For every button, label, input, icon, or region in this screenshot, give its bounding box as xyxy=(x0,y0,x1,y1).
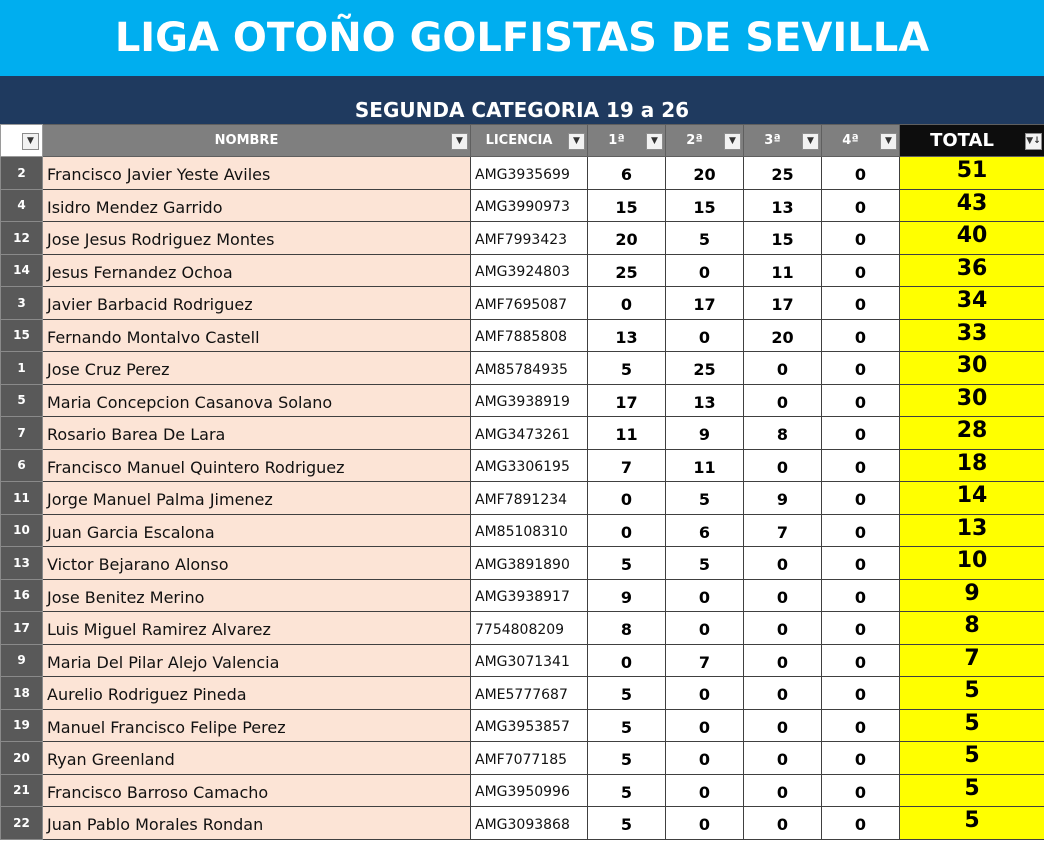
round-2-points[interactable]: 9 xyxy=(666,417,744,450)
row-index[interactable]: 11 xyxy=(1,482,43,515)
player-name[interactable]: Rosario Barea De Lara xyxy=(43,417,471,450)
player-name[interactable]: Jorge Manuel Palma Jimenez xyxy=(43,482,471,515)
row-index[interactable]: 17 xyxy=(1,612,43,645)
player-license[interactable]: 7754808209 xyxy=(471,612,588,645)
round-3-points[interactable]: 0 xyxy=(744,579,822,612)
table-row xyxy=(1,514,1044,547)
header-round-3 xyxy=(744,125,822,157)
round-3-points[interactable]: 0 xyxy=(744,547,822,580)
header-round-1-label: 1ª xyxy=(608,133,625,148)
row-index[interactable]: 10 xyxy=(1,514,43,547)
player-name[interactable]: Isidro Mendez Garrido xyxy=(43,189,471,222)
total-points[interactable]: 5 xyxy=(900,774,1044,807)
round-2-points[interactable]: 0 xyxy=(666,709,744,742)
standings-table xyxy=(0,124,1044,840)
row-index[interactable]: 19 xyxy=(1,709,43,742)
player-license[interactable]: AMG3938919 xyxy=(471,384,588,417)
player-license[interactable]: AMG3938917 xyxy=(471,579,588,612)
row-index[interactable]: 1 xyxy=(1,352,43,385)
total-points[interactable]: 10 xyxy=(900,547,1044,580)
round-4-points[interactable]: 0 xyxy=(822,157,900,190)
header-nombre-label: NOMBRE xyxy=(214,133,279,148)
row-index[interactable]: 16 xyxy=(1,579,43,612)
player-name[interactable]: Francisco Barroso Camacho xyxy=(43,774,471,807)
row-index[interactable]: 4 xyxy=(1,189,43,222)
round-4-points[interactable]: 0 xyxy=(822,482,900,515)
player-name[interactable]: Victor Bejarano Alonso xyxy=(43,547,471,580)
round-3-points[interactable]: 25 xyxy=(744,157,822,190)
round-1-points[interactable]: 6 xyxy=(588,157,666,190)
round-2-points[interactable]: 0 xyxy=(666,579,744,612)
row-index[interactable]: 6 xyxy=(1,449,43,482)
total-points[interactable]: 5 xyxy=(900,807,1044,840)
player-license[interactable]: AM85108310 xyxy=(471,514,588,547)
header-total-label: TOTAL xyxy=(930,130,994,151)
round-4-points[interactable]: 0 xyxy=(822,189,900,222)
round-2-points[interactable]: 5 xyxy=(666,222,744,255)
table-row xyxy=(1,449,1044,482)
row-index[interactable]: 20 xyxy=(1,742,43,775)
round-2-points[interactable]: 13 xyxy=(666,384,744,417)
round-4-points[interactable]: 0 xyxy=(822,644,900,677)
row-index[interactable]: 18 xyxy=(1,677,43,710)
row-index[interactable]: 3 xyxy=(1,287,43,320)
round-4-points[interactable]: 0 xyxy=(822,807,900,840)
round-4-points[interactable]: 0 xyxy=(822,579,900,612)
round-3-points[interactable]: 13 xyxy=(744,189,822,222)
round-1-points[interactable]: 5 xyxy=(588,352,666,385)
round-1-points[interactable]: 0 xyxy=(588,287,666,320)
round-1-points[interactable]: 5 xyxy=(588,677,666,710)
row-index[interactable]: 22 xyxy=(1,807,43,840)
round-2-points[interactable]: 0 xyxy=(666,254,744,287)
player-license[interactable]: AM85784935 xyxy=(471,352,588,385)
player-license[interactable]: AMG3473261 xyxy=(471,417,588,450)
total-points[interactable]: 43 xyxy=(900,189,1044,222)
round-4-points[interactable]: 0 xyxy=(822,287,900,320)
round-2-points[interactable]: 0 xyxy=(666,742,744,775)
header-row xyxy=(1,125,1044,157)
round-3-points[interactable]: 0 xyxy=(744,742,822,775)
player-license[interactable]: AMG3306195 xyxy=(471,449,588,482)
player-name[interactable]: Maria Del Pilar Alejo Valencia xyxy=(43,644,471,677)
player-license[interactable]: AMG3953857 xyxy=(471,709,588,742)
round-3-points[interactable]: 20 xyxy=(744,319,822,352)
row-index[interactable]: 21 xyxy=(1,774,43,807)
total-points[interactable]: 5 xyxy=(900,677,1044,710)
player-license[interactable]: AMG3891890 xyxy=(471,547,588,580)
page-title: LIGA OTOÑO GOLFISTAS DE SEVILLA xyxy=(0,0,1044,76)
player-name[interactable]: Juan Pablo Morales Rondan xyxy=(43,807,471,840)
player-name[interactable]: Francisco Manuel Quintero Rodriguez xyxy=(43,449,471,482)
round-3-points[interactable]: 0 xyxy=(744,644,822,677)
table-row xyxy=(1,709,1044,742)
row-index[interactable]: 7 xyxy=(1,417,43,450)
round-2-points[interactable]: 0 xyxy=(666,774,744,807)
round-4-points[interactable]: 0 xyxy=(822,547,900,580)
header-index xyxy=(1,125,43,157)
round-3-points[interactable]: 0 xyxy=(744,352,822,385)
round-1-points[interactable]: 5 xyxy=(588,547,666,580)
round-4-points[interactable]: 0 xyxy=(822,384,900,417)
table-row xyxy=(1,384,1044,417)
dropdown-arrow-icon[interactable]: ▼ xyxy=(646,133,663,150)
player-name[interactable]: Javier Barbacid Rodriguez xyxy=(43,287,471,320)
round-2-points[interactable]: 15 xyxy=(666,189,744,222)
round-1-points[interactable]: 5 xyxy=(588,774,666,807)
player-license[interactable]: AMG3935699 xyxy=(471,157,588,190)
round-4-points[interactable]: 0 xyxy=(822,319,900,352)
round-3-points[interactable]: 15 xyxy=(744,222,822,255)
round-3-points[interactable]: 0 xyxy=(744,709,822,742)
dropdown-arrow-icon[interactable]: ▼ xyxy=(802,133,819,150)
total-points[interactable]: 40 xyxy=(900,222,1044,255)
player-license[interactable]: AMG3950996 xyxy=(471,774,588,807)
round-2-points[interactable]: 0 xyxy=(666,807,744,840)
total-points[interactable]: 5 xyxy=(900,742,1044,775)
table-row xyxy=(1,222,1044,255)
round-2-points[interactable]: 25 xyxy=(666,352,744,385)
player-license[interactable]: AMG3071341 xyxy=(471,644,588,677)
player-license[interactable]: AMF7993423 xyxy=(471,222,588,255)
table-row xyxy=(1,774,1044,807)
row-index[interactable]: 13 xyxy=(1,547,43,580)
round-4-points[interactable]: 0 xyxy=(822,417,900,450)
player-license[interactable]: AMG3990973 xyxy=(471,189,588,222)
player-name[interactable]: Juan Garcia Escalona xyxy=(43,514,471,547)
table-row xyxy=(1,157,1044,190)
round-1-points[interactable]: 17 xyxy=(588,384,666,417)
round-1-points[interactable]: 8 xyxy=(588,612,666,645)
player-name[interactable]: Jose Benitez Merino xyxy=(43,579,471,612)
dropdown-arrow-icon[interactable]: ▼ xyxy=(880,133,897,150)
round-1-points[interactable]: 0 xyxy=(588,482,666,515)
total-points[interactable]: 14 xyxy=(900,482,1044,515)
round-2-points[interactable]: 0 xyxy=(666,612,744,645)
total-points[interactable]: 28 xyxy=(900,417,1044,450)
round-4-points[interactable]: 0 xyxy=(822,514,900,547)
round-1-points[interactable]: 7 xyxy=(588,449,666,482)
round-2-points[interactable]: 5 xyxy=(666,482,744,515)
round-4-points[interactable]: 0 xyxy=(822,709,900,742)
header-licencia-label: LICENCIA xyxy=(485,133,553,148)
row-index[interactable]: 12 xyxy=(1,222,43,255)
player-license[interactable]: AMG3093868 xyxy=(471,807,588,840)
round-4-points[interactable]: 0 xyxy=(822,774,900,807)
table-row xyxy=(1,579,1044,612)
round-1-points[interactable]: 25 xyxy=(588,254,666,287)
round-1-points[interactable]: 9 xyxy=(588,579,666,612)
player-name[interactable]: Jesus Fernandez Ochoa xyxy=(43,254,471,287)
round-3-points[interactable]: 0 xyxy=(744,449,822,482)
header-round-3-label: 3ª xyxy=(764,133,781,148)
player-license[interactable]: AMG3924803 xyxy=(471,254,588,287)
header-round-4 xyxy=(822,125,900,157)
round-1-points[interactable]: 20 xyxy=(588,222,666,255)
dropdown-arrow-icon[interactable]: ▼ xyxy=(568,133,585,150)
table-row xyxy=(1,482,1044,515)
row-index[interactable]: 2 xyxy=(1,157,43,190)
player-name[interactable]: Aurelio Rodriguez Pineda xyxy=(43,677,471,710)
total-points[interactable]: 5 xyxy=(900,709,1044,742)
total-points[interactable]: 34 xyxy=(900,287,1044,320)
round-3-points[interactable]: 0 xyxy=(744,774,822,807)
total-points[interactable]: 30 xyxy=(900,384,1044,417)
dropdown-arrow-icon[interactable]: ▼ xyxy=(451,133,468,150)
header-total xyxy=(900,125,1044,157)
player-license[interactable]: AMF7885808 xyxy=(471,319,588,352)
player-license[interactable]: AME5777687 xyxy=(471,677,588,710)
table-row xyxy=(1,807,1044,840)
total-points[interactable]: 30 xyxy=(900,352,1044,385)
round-4-points[interactable]: 0 xyxy=(822,254,900,287)
round-1-points[interactable]: 5 xyxy=(588,709,666,742)
dropdown-arrow-icon[interactable]: ▼ xyxy=(22,133,39,150)
round-3-points[interactable]: 7 xyxy=(744,514,822,547)
round-3-points[interactable]: 9 xyxy=(744,482,822,515)
total-points[interactable]: 8 xyxy=(900,612,1044,645)
row-index[interactable]: 9 xyxy=(1,644,43,677)
round-4-points[interactable]: 0 xyxy=(822,612,900,645)
round-2-points[interactable]: 20 xyxy=(666,157,744,190)
round-3-points[interactable]: 0 xyxy=(744,384,822,417)
player-name[interactable]: Jose Jesus Rodriguez Montes xyxy=(43,222,471,255)
player-name[interactable]: Jose Cruz Perez xyxy=(43,352,471,385)
header-round-4-label: 4ª xyxy=(842,133,859,148)
header-round-2-label: 2ª xyxy=(686,133,703,148)
header-round-1 xyxy=(588,125,666,157)
round-2-points[interactable]: 7 xyxy=(666,644,744,677)
round-2-points[interactable]: 11 xyxy=(666,449,744,482)
player-license[interactable]: AMF7695087 xyxy=(471,287,588,320)
round-2-points[interactable]: 5 xyxy=(666,547,744,580)
row-index[interactable]: 14 xyxy=(1,254,43,287)
round-4-points[interactable]: 0 xyxy=(822,449,900,482)
row-index[interactable]: 5 xyxy=(1,384,43,417)
player-license[interactable]: AMF7077185 xyxy=(471,742,588,775)
category-subtitle: SEGUNDA CATEGORIA 19 a 26 xyxy=(0,76,1044,124)
player-name[interactable]: Ryan Greenland xyxy=(43,742,471,775)
round-2-points[interactable]: 17 xyxy=(666,287,744,320)
round-3-points[interactable]: 17 xyxy=(744,287,822,320)
table-row xyxy=(1,742,1044,775)
total-points[interactable]: 7 xyxy=(900,644,1044,677)
total-points[interactable]: 36 xyxy=(900,254,1044,287)
round-1-points[interactable]: 0 xyxy=(588,514,666,547)
player-name[interactable]: Maria Concepcion Casanova Solano xyxy=(43,384,471,417)
total-points[interactable]: 9 xyxy=(900,579,1044,612)
row-index[interactable]: 15 xyxy=(1,319,43,352)
round-3-points[interactable]: 0 xyxy=(744,807,822,840)
round-3-points[interactable]: 0 xyxy=(744,612,822,645)
round-1-points[interactable]: 11 xyxy=(588,417,666,450)
round-1-points[interactable]: 0 xyxy=(588,644,666,677)
round-3-points[interactable]: 11 xyxy=(744,254,822,287)
player-license[interactable]: AMF7891234 xyxy=(471,482,588,515)
table-row xyxy=(1,189,1044,222)
round-4-points[interactable]: 0 xyxy=(822,742,900,775)
round-2-points[interactable]: 0 xyxy=(666,677,744,710)
table-row xyxy=(1,612,1044,645)
round-1-points[interactable]: 13 xyxy=(588,319,666,352)
table-row xyxy=(1,677,1044,710)
table-row xyxy=(1,352,1044,385)
header-round-2 xyxy=(666,125,744,157)
round-4-points[interactable]: 0 xyxy=(822,677,900,710)
total-points[interactable]: 13 xyxy=(900,514,1044,547)
round-1-points[interactable]: 15 xyxy=(588,189,666,222)
round-1-points[interactable]: 5 xyxy=(588,742,666,775)
player-name[interactable]: Fernando Montalvo Castell xyxy=(43,319,471,352)
table-row xyxy=(1,287,1044,320)
table-row xyxy=(1,319,1044,352)
round-4-points[interactable]: 0 xyxy=(822,352,900,385)
player-name[interactable]: Luis Miguel Ramirez Alvarez xyxy=(43,612,471,645)
player-name[interactable]: Francisco Javier Yeste Aviles xyxy=(43,157,471,190)
dropdown-arrow-icon[interactable]: ▼ xyxy=(724,133,741,150)
round-4-points[interactable]: 0 xyxy=(822,222,900,255)
table-row xyxy=(1,644,1044,677)
table-row xyxy=(1,417,1044,450)
round-2-points[interactable]: 0 xyxy=(666,319,744,352)
table-row xyxy=(1,547,1044,580)
header-nombre xyxy=(43,125,471,157)
player-name[interactable]: Manuel Francisco Felipe Perez xyxy=(43,709,471,742)
round-3-points[interactable]: 0 xyxy=(744,677,822,710)
total-points[interactable]: 18 xyxy=(900,449,1044,482)
sort-descending-icon[interactable]: ▼↓ xyxy=(1025,133,1042,150)
round-2-points[interactable]: 6 xyxy=(666,514,744,547)
header-licencia xyxy=(471,125,588,157)
table-row xyxy=(1,254,1044,287)
round-1-points[interactable]: 5 xyxy=(588,807,666,840)
total-points[interactable]: 33 xyxy=(900,319,1044,352)
total-points[interactable]: 51 xyxy=(900,157,1044,190)
round-3-points[interactable]: 8 xyxy=(744,417,822,450)
